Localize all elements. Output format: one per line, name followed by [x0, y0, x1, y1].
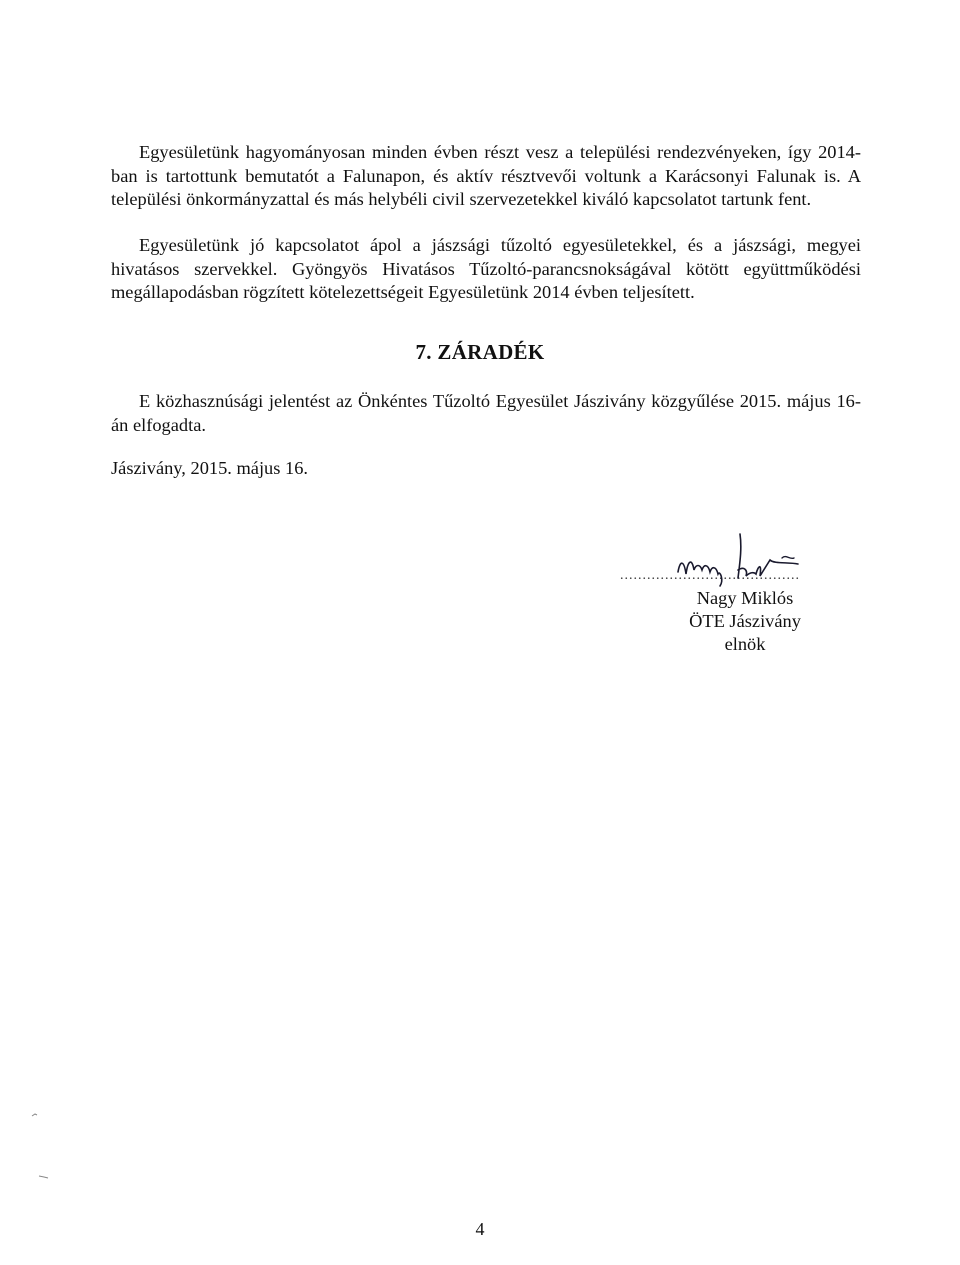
signatory-role: elnök: [724, 634, 766, 654]
page-number: 4: [475, 1219, 485, 1239]
paragraph-approval: E közhasznúsági jelentést az Önkéntes Tűzoltó Egyesület Jászivány közgyűlése 2015. május 16-án elfogadta.: [111, 391, 861, 435]
paragraph-events: Egyesületünk hagyományosan minden évben részt vesz a települési rendezvényeken, így 2014-ban is tartottunk bemutatót a Falunapon, és aktív résztvevői voltunk a Karácsonyi Falunak is. A települési önkormányzattal és más helybéli civil szervezetekkel kiváló kapcsolatot tartunk fent.: [111, 142, 861, 209]
scan-speck: [38, 1172, 50, 1180]
dateline: Jászivány, 2015. május 16.: [111, 458, 308, 478]
signatory-organization: ÖTE Jászivány: [689, 611, 801, 631]
paragraph-cooperation: Egyesületünk jó kapcsolatot ápol a jászsági tűzoltó egyesületekkel, és a jászsági, megyei hivatásos szervekkel. Gyöngyös Hivatásos Tűzoltó-parancsnokságával kötött együttműködési megállapodásban rögzített kötelezettségeit Egyesületünk 2014 évben teljesített.: [111, 235, 861, 302]
signature-line: ........................................: [620, 568, 800, 583]
section-heading: 7. ZÁRADÉK: [415, 340, 545, 364]
signature-block: [610, 530, 870, 660]
handwritten-signature: [670, 530, 850, 590]
scan-speck: [30, 1110, 40, 1120]
signatory-name: Nagy Miklós: [696, 588, 794, 608]
